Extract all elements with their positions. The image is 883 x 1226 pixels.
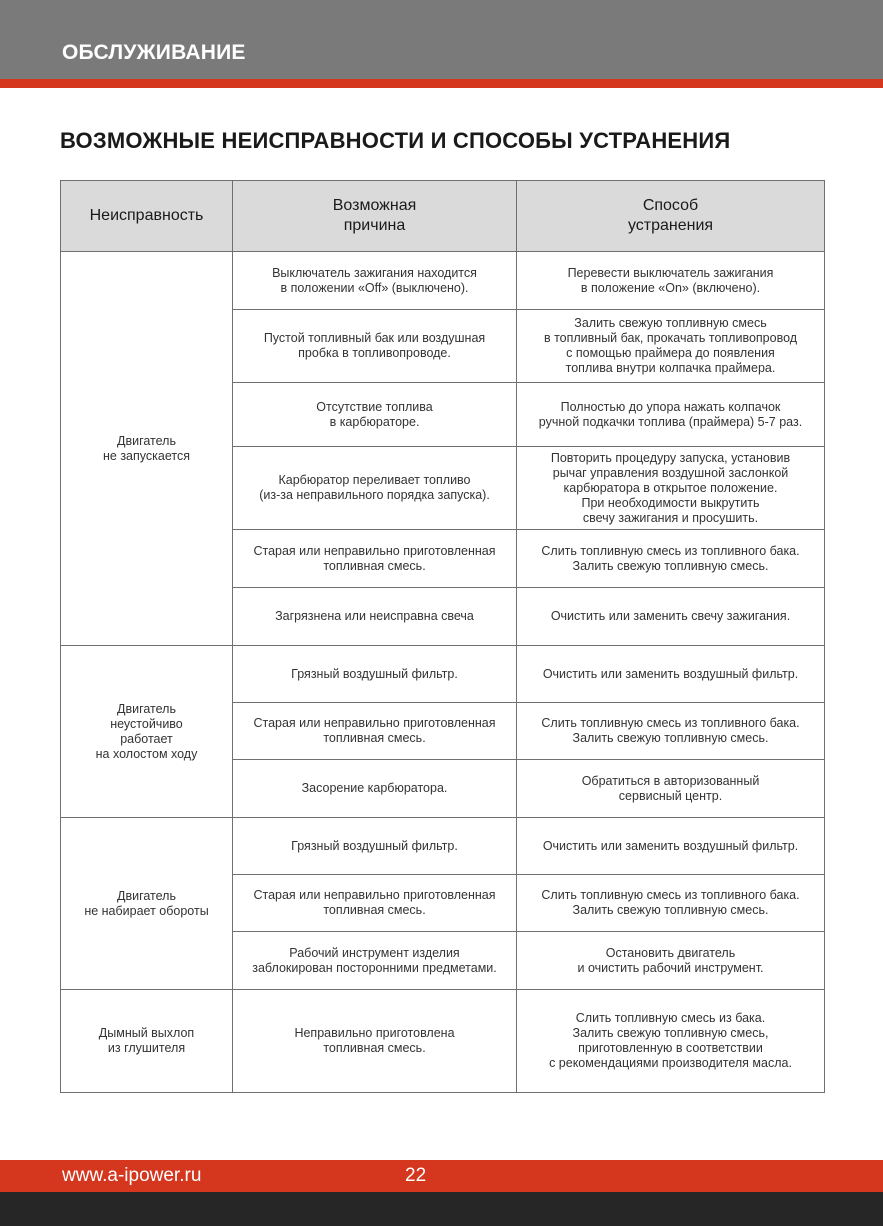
remedy-cell: Слить топливную смесь из бака. Залить свежую топливную смесь, приготовленную в соответствии с рекомендациями производителя масла. xyxy=(517,990,825,1093)
cause-cell: Выключатель зажигания находится в положении «Off» (выключено). xyxy=(233,252,517,310)
cause-cell: Отсутствие топлива в карбюраторе. xyxy=(233,383,517,447)
remedy-cell: Обратиться в авторизованный сервисный центр. xyxy=(517,760,825,818)
cause-cell: Пустой топливный бак или воздушная пробка в топливопроводе. xyxy=(233,310,517,383)
table-row xyxy=(61,990,825,1093)
website-link[interactable]: www.a-ipower.ru xyxy=(62,1165,202,1186)
remedy-cell: Полностью до упора нажать колпачок ручной подкачки топлива (праймера) 5-7 раз. xyxy=(517,383,825,447)
cause-cell: Грязный воздушный фильтр. xyxy=(233,646,517,703)
table-row xyxy=(61,818,825,875)
fault-cell: Двигатель не набирает обороты xyxy=(61,818,233,990)
troubleshooting-table xyxy=(60,180,825,1093)
table-row xyxy=(61,646,825,703)
header-bar xyxy=(0,0,883,79)
header-stripe xyxy=(0,79,883,88)
cause-cell: Неправильно приготовлена топливная смесь. xyxy=(233,990,517,1093)
fault-cell: Двигатель не запускается xyxy=(61,252,233,646)
fault-cell: Двигатель неустойчиво работает на холостом ходу xyxy=(61,646,233,818)
cause-cell: Рабочий инструмент изделия заблокирован посторонними предметами. xyxy=(233,932,517,990)
cause-cell: Карбюратор переливает топливо (из-за неправильного порядка запуска). xyxy=(233,447,517,530)
footer-dark-band xyxy=(0,1192,883,1226)
cause-cell: Грязный воздушный фильтр. xyxy=(233,818,517,875)
section-title: ОБСЛУЖИВАНИЕ xyxy=(62,41,246,64)
cause-cell: Старая или неправильно приготовленная топливная смесь. xyxy=(233,875,517,932)
cause-cell: Засорение карбюратора. xyxy=(233,760,517,818)
remedy-cell: Очистить или заменить свечу зажигания. xyxy=(517,588,825,646)
table-header-row xyxy=(61,181,825,252)
remedy-cell: Слить топливную смесь из топливного бака. Залить свежую топливную смесь. xyxy=(517,875,825,932)
page-title: ВОЗМОЖНЫЕ НЕИСПРАВНОСТИ И СПОСОБЫ УСТРАНЕНИЯ xyxy=(60,128,731,153)
remedy-cell: Очистить или заменить воздушный фильтр. xyxy=(517,646,825,703)
cause-cell: Старая или неправильно приготовленная топливная смесь. xyxy=(233,530,517,588)
fault-cell: Дымный выхлоп из глушителя xyxy=(61,990,233,1093)
remedy-cell: Слить топливную смесь из топливного бака. Залить свежую топливную смесь. xyxy=(517,703,825,760)
table-row xyxy=(61,252,825,310)
cause-cell: Старая или неправильно приготовленная топливная смесь. xyxy=(233,703,517,760)
column-header-fault: Неисправность xyxy=(61,181,233,252)
remedy-cell: Очистить или заменить воздушный фильтр. xyxy=(517,818,825,875)
remedy-cell: Перевести выключатель зажигания в положение «On» (включено). xyxy=(517,252,825,310)
remedy-cell: Остановить двигатель и очистить рабочий инструмент. xyxy=(517,932,825,990)
cause-cell: Загрязнена или неисправна свеча xyxy=(233,588,517,646)
remedy-cell: Залить свежую топливную смесь в топливный бак, прокачать топливопровод с помощью праймера до появления топлива внутри колпачка праймера. xyxy=(517,310,825,383)
footer-bar xyxy=(0,1160,883,1192)
column-header-remedy: Способ устранения xyxy=(517,181,825,252)
column-header-cause: Возможная причина xyxy=(233,181,517,252)
page-number: 22 xyxy=(405,1165,427,1186)
remedy-cell: Слить топливную смесь из топливного бака. Залить свежую топливную смесь. xyxy=(517,530,825,588)
remedy-cell: Повторить процедуру запуска, установив рычаг управления воздушной заслонкой карбюратора в открытое положение. При необходимости выкрутить свечу зажигания и просушить. xyxy=(517,447,825,530)
